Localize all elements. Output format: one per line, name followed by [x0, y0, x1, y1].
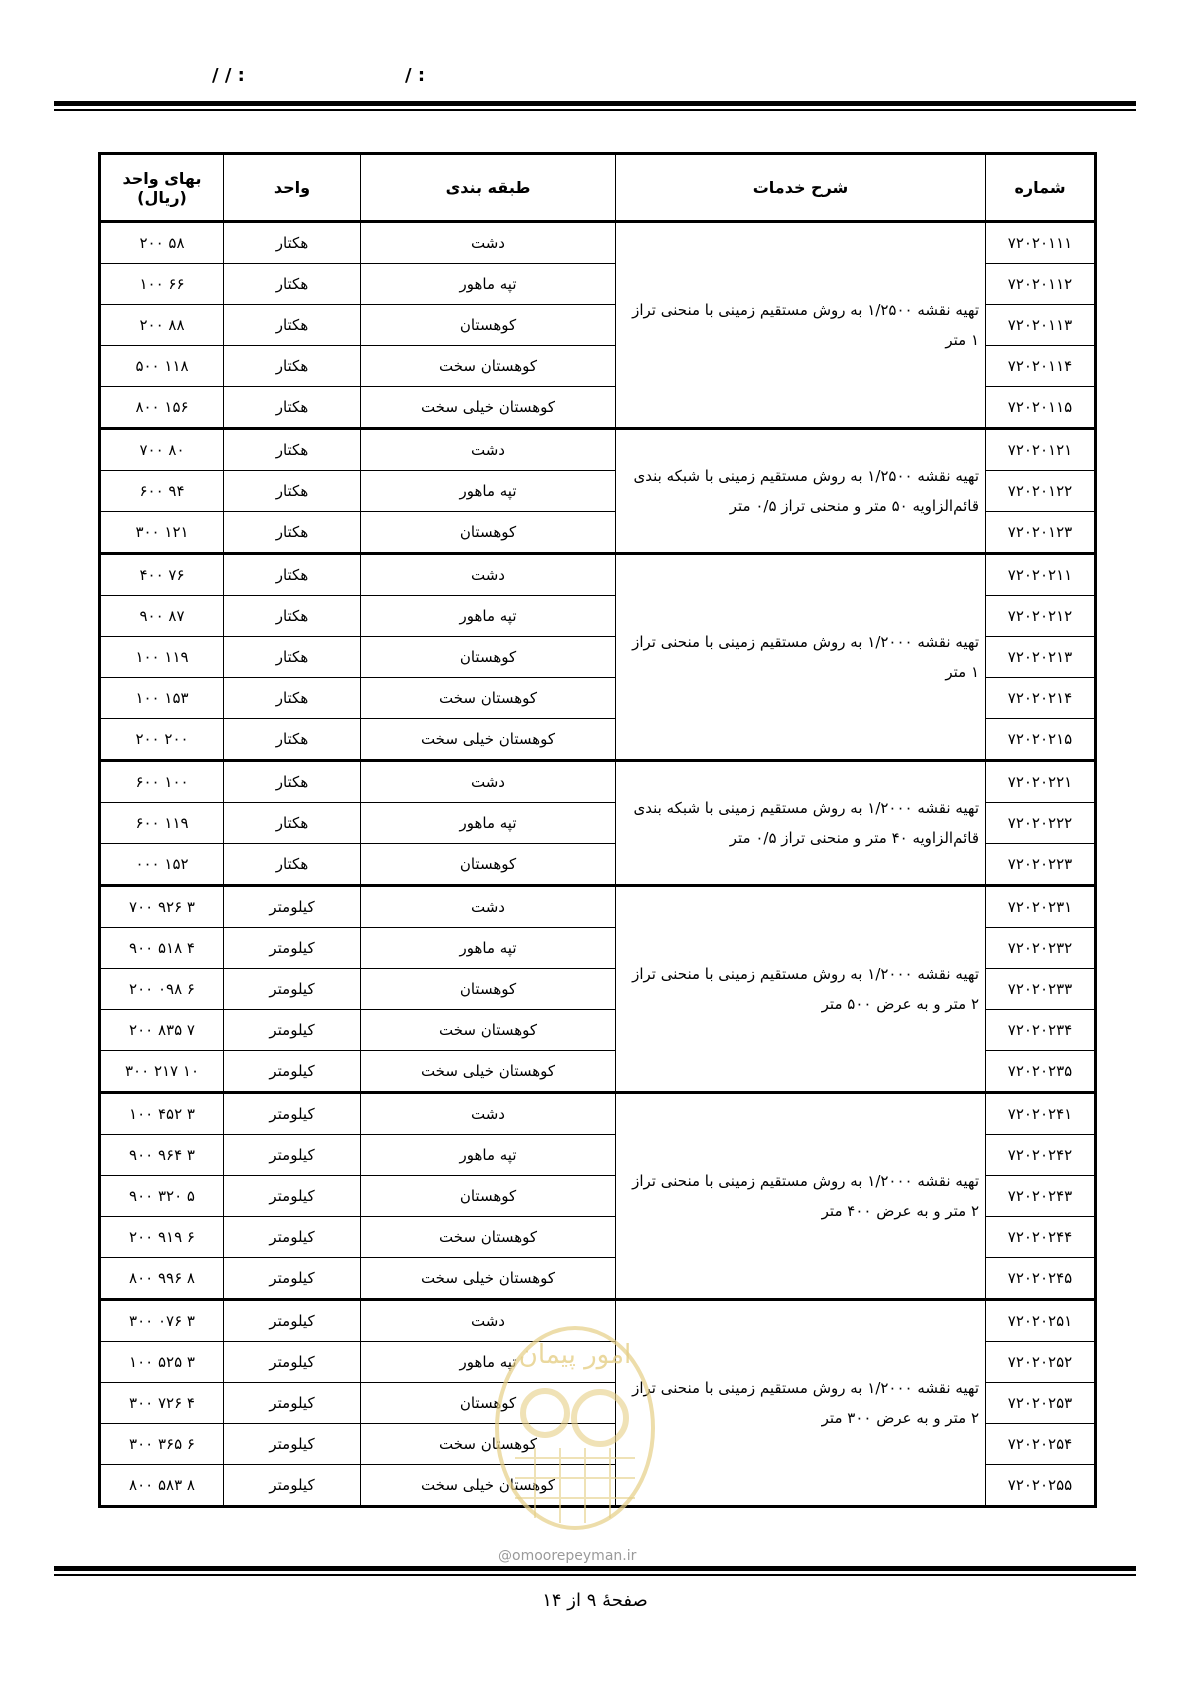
unit: کیلومتر [224, 1258, 361, 1300]
unit: هکتار [224, 305, 361, 346]
unit-price: ۳ ۵۲۵ ۱۰۰ [100, 1342, 224, 1383]
terrain-class: کوهستان سخت [361, 1010, 616, 1051]
unit-price: ۱۱۸ ۵۰۰ [100, 346, 224, 387]
unit: کیلومتر [224, 1465, 361, 1507]
item-number: ۷۲۰۲۰۲۳۳ [986, 969, 1096, 1010]
watermark-url: @omoorepeyman.ir [498, 1548, 637, 1564]
item-number: ۷۲۰۲۰۲۱۵ [986, 719, 1096, 761]
terrain-class: تپه ماهور [361, 471, 616, 512]
unit: هکتار [224, 844, 361, 886]
item-number: ۷۲۰۲۰۲۴۴ [986, 1217, 1096, 1258]
unit: کیلومتر [224, 1424, 361, 1465]
unit: هکتار [224, 637, 361, 678]
terrain-class: تپه ماهور [361, 803, 616, 844]
unit-price: ۴ ۵۱۸ ۹۰۰ [100, 928, 224, 969]
unit-price: ۳ ۴۵۲ ۱۰۰ [100, 1093, 224, 1135]
unit: هکتار [224, 596, 361, 637]
item-number: ۷۲۰۲۰۲۱۳ [986, 637, 1096, 678]
header-rule-thick [54, 101, 1136, 106]
item-number: ۷۲۰۲۰۲۲۲ [986, 803, 1096, 844]
footer-rule-thin [54, 1574, 1136, 1576]
terrain-class: کوهستان سخت [361, 678, 616, 719]
item-number: ۷۲۰۲۰۲۲۱ [986, 761, 1096, 803]
terrain-class: کوهستان خیلی سخت [361, 719, 616, 761]
header-number-marks: / : [405, 65, 426, 86]
item-number: ۷۲۰۲۰۲۲۳ [986, 844, 1096, 886]
terrain-class: دشت [361, 222, 616, 264]
unit-price: ۸۷ ۹۰۰ [100, 596, 224, 637]
unit: کیلومتر [224, 1176, 361, 1217]
unit-price: ۸ ۵۸۳ ۸۰۰ [100, 1465, 224, 1507]
item-number: ۷۲۰۲۰۲۳۵ [986, 1051, 1096, 1093]
item-number: ۷۲۰۲۰۲۳۲ [986, 928, 1096, 969]
unit-price: ۷ ۸۳۵ ۲۰۰ [100, 1010, 224, 1051]
unit: کیلومتر [224, 969, 361, 1010]
unit: هکتار [224, 678, 361, 719]
item-number: ۷۲۰۲۰۲۴۵ [986, 1258, 1096, 1300]
item-number: ۷۲۰۲۰۲۵۳ [986, 1383, 1096, 1424]
unit: کیلومتر [224, 886, 361, 928]
unit-price: ۳ ۹۲۶ ۷۰۰ [100, 886, 224, 928]
terrain-class: دشت [361, 1300, 616, 1342]
item-number: ۷۲۰۲۰۱۱۵ [986, 387, 1096, 429]
item-number: ۷۲۰۲۰۲۴۳ [986, 1176, 1096, 1217]
terrain-class: کوهستان خیلی سخت [361, 1258, 616, 1300]
item-number: ۷۲۰۲۰۲۱۲ [986, 596, 1096, 637]
unit: هکتار [224, 429, 361, 471]
table-row [100, 554, 1096, 596]
item-number: ۷۲۰۲۰۲۳۴ [986, 1010, 1096, 1051]
unit: کیلومتر [224, 1135, 361, 1176]
unit: کیلومتر [224, 1342, 361, 1383]
unit-price: ۱۲۱ ۳۰۰ [100, 512, 224, 554]
header-date-marks: / / : [212, 65, 245, 86]
item-number: ۷۲۰۲۰۱۱۲ [986, 264, 1096, 305]
unit-price: ۱۵۶ ۸۰۰ [100, 387, 224, 429]
header-unit-price: بهای واحد (ریال) [100, 154, 224, 222]
item-number: ۷۲۰۲۰۲۱۱ [986, 554, 1096, 596]
unit: کیلومتر [224, 1217, 361, 1258]
item-number: ۷۲۰۲۰۱۱۳ [986, 305, 1096, 346]
terrain-class: کوهستان سخت [361, 1217, 616, 1258]
service-description: تهیه نقشه ۱/۲۰۰۰ به روش مستقیم زمینی با منحنی تراز ۱ متر [616, 554, 986, 761]
unit-price: ۳ ۹۶۴ ۹۰۰ [100, 1135, 224, 1176]
terrain-class: دشت [361, 1093, 616, 1135]
page-number: صفحهٔ ۹ از ۱۴ [542, 1590, 648, 1611]
table-row [100, 1093, 1096, 1135]
unit-price: ۷۶ ۴۰۰ [100, 554, 224, 596]
item-number: ۷۲۰۲۰۱۱۱ [986, 222, 1096, 264]
item-number: ۷۲۰۲۰۱۱۴ [986, 346, 1096, 387]
header-unit: واحد [224, 154, 361, 222]
unit-price: ۱۰۰ ۶۰۰ [100, 761, 224, 803]
unit-price: ۶ ۰۹۸ ۲۰۰ [100, 969, 224, 1010]
terrain-class: کوهستان خیلی سخت [361, 1465, 616, 1507]
terrain-class: کوهستان [361, 1383, 616, 1424]
item-number: ۷۲۰۲۰۲۵۲ [986, 1342, 1096, 1383]
unit-price: ۱۰ ۲۱۷ ۳۰۰ [100, 1051, 224, 1093]
footer-rule-thick [54, 1566, 1136, 1571]
service-description: تهیه نقشه ۱/۲۰۰۰ به روش مستقیم زمینی با شبکه بندی قائم‌الزاویه ۴۰ متر و منحنی تراز ۰/۵ متر [616, 761, 986, 886]
unit-price: ۱۵۲ ۰۰۰ [100, 844, 224, 886]
terrain-class: کوهستان سخت [361, 346, 616, 387]
item-number: ۷۲۰۲۰۲۴۲ [986, 1135, 1096, 1176]
service-description: تهیه نقشه ۱/۲۵۰۰ به روش مستقیم زمینی با شبکه بندی قائم‌الزاویه ۵۰ متر و منحنی تراز ۰/۵ متر [616, 429, 986, 554]
terrain-class: تپه ماهور [361, 596, 616, 637]
table-row [100, 222, 1096, 264]
unit: هکتار [224, 761, 361, 803]
unit-price: ۹۴ ۶۰۰ [100, 471, 224, 512]
item-number: ۷۲۰۲۰۲۴۱ [986, 1093, 1096, 1135]
table-body [100, 222, 1096, 1507]
terrain-class: کوهستان [361, 305, 616, 346]
unit-price: ۶۶ ۱۰۰ [100, 264, 224, 305]
service-description: تهیه نقشه ۱/۲۵۰۰ به روش مستقیم زمینی با منحنی تراز ۱ متر [616, 222, 986, 429]
header-description: شرح خدمات [616, 154, 986, 222]
unit-price: ۴ ۷۲۶ ۳۰۰ [100, 1383, 224, 1424]
terrain-class: دشت [361, 761, 616, 803]
table-row [100, 1300, 1096, 1342]
header-rule-thin [54, 109, 1136, 111]
terrain-class: کوهستان [361, 844, 616, 886]
table-row [100, 886, 1096, 928]
unit: هکتار [224, 554, 361, 596]
item-number: ۷۲۰۲۰۲۵۵ [986, 1465, 1096, 1507]
item-number: ۷۲۰۲۰۲۱۴ [986, 678, 1096, 719]
item-number: ۷۲۰۲۰۲۵۱ [986, 1300, 1096, 1342]
table-header-row [100, 154, 1096, 222]
table-row [100, 429, 1096, 471]
unit: هکتار [224, 512, 361, 554]
terrain-class: کوهستان [361, 512, 616, 554]
unit: کیلومتر [224, 1300, 361, 1342]
terrain-class: کوهستان [361, 969, 616, 1010]
unit: کیلومتر [224, 928, 361, 969]
service-description: تهیه نقشه ۱/۲۰۰۰ به روش مستقیم زمینی با منحنی تراز ۲ متر و به عرض ۴۰۰ متر [616, 1093, 986, 1300]
unit-price: ۸۰ ۷۰۰ [100, 429, 224, 471]
item-number: ۷۲۰۲۰۲۵۴ [986, 1424, 1096, 1465]
terrain-class: کوهستان سخت [361, 1424, 616, 1465]
unit: کیلومتر [224, 1383, 361, 1424]
terrain-class: تپه ماهور [361, 1342, 616, 1383]
terrain-class: تپه ماهور [361, 264, 616, 305]
terrain-class: دشت [361, 429, 616, 471]
unit-price: ۸۸ ۲۰۰ [100, 305, 224, 346]
unit: هکتار [224, 346, 361, 387]
table-row [100, 761, 1096, 803]
terrain-class: دشت [361, 886, 616, 928]
unit-price: ۲۰۰ ۲۰۰ [100, 719, 224, 761]
header-number: شماره [986, 154, 1096, 222]
unit-price: ۶ ۹۱۹ ۲۰۰ [100, 1217, 224, 1258]
unit-price: ۸ ۹۹۶ ۸۰۰ [100, 1258, 224, 1300]
unit-price: ۱۵۳ ۱۰۰ [100, 678, 224, 719]
item-number: ۷۲۰۲۰۱۲۲ [986, 471, 1096, 512]
svg-text:امور پیمان: امور پیمان [518, 1340, 632, 1370]
price-list-table [98, 152, 1097, 1508]
item-number: ۷۲۰۲۰۲۳۱ [986, 886, 1096, 928]
terrain-class: تپه ماهور [361, 1135, 616, 1176]
unit-price: ۱۱۹ ۶۰۰ [100, 803, 224, 844]
terrain-class: کوهستان [361, 1176, 616, 1217]
service-description: تهیه نقشه ۱/۲۰۰۰ به روش مستقیم زمینی با منحنی تراز ۲ متر و به عرض ۳۰۰ متر [616, 1300, 986, 1507]
unit: کیلومتر [224, 1010, 361, 1051]
service-description: تهیه نقشه ۱/۲۰۰۰ به روش مستقیم زمینی با منحنی تراز ۲ متر و به عرض ۵۰۰ متر [616, 886, 986, 1093]
terrain-class: کوهستان خیلی سخت [361, 1051, 616, 1093]
unit: کیلومتر [224, 1093, 361, 1135]
terrain-class: دشت [361, 554, 616, 596]
unit-price: ۳ ۰۷۶ ۳۰۰ [100, 1300, 224, 1342]
item-number: ۷۲۰۲۰۱۲۳ [986, 512, 1096, 554]
unit: هکتار [224, 803, 361, 844]
header-classification: طبقه بندی [361, 154, 616, 222]
unit: هکتار [224, 264, 361, 305]
terrain-class: کوهستان خیلی سخت [361, 387, 616, 429]
unit: هکتار [224, 471, 361, 512]
unit-price: ۱۱۹ ۱۰۰ [100, 637, 224, 678]
terrain-class: تپه ماهور [361, 928, 616, 969]
unit-price: ۶ ۳۶۵ ۳۰۰ [100, 1424, 224, 1465]
unit: کیلومتر [224, 1051, 361, 1093]
terrain-class: کوهستان [361, 637, 616, 678]
item-number: ۷۲۰۲۰۱۲۱ [986, 429, 1096, 471]
unit-price: ۵۸ ۲۰۰ [100, 222, 224, 264]
unit: هکتار [224, 719, 361, 761]
unit: هکتار [224, 387, 361, 429]
unit: هکتار [224, 222, 361, 264]
unit-price: ۵ ۳۲۰ ۹۰۰ [100, 1176, 224, 1217]
